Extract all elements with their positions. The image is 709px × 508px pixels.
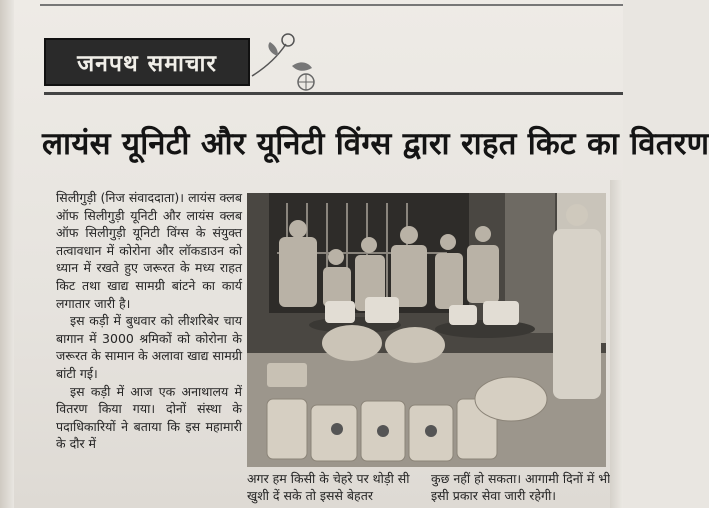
paragraph-2: इस कड़ी में बुधवार को लीशरिबेर चाय बागान में 3000 श्रमिकों को कोरोना के जरूरत के सामान के अलावा खाद्य सामग्री बांटी गई।: [56, 313, 242, 381]
page-fold-shadow: [0, 0, 14, 508]
distribution-photo-icon: [247, 193, 606, 467]
article-body: [56, 189, 242, 453]
masthead-rule: [44, 92, 623, 95]
article-photo: [247, 193, 606, 467]
caption-col-2: अगर हम किसी के चेहरे पर थोड़ी सी खुशी दें सके तो इससे बेहतर: [247, 471, 410, 503]
paragraph-1: सिलीगुड़ी (निज संवाददाता)। लायंस क्लब ऑफ सिलीगुड़ी यूनिटी और लायंस क्लब ऑफ सिलीगुड़ी यूनिटी विंग्स के संयुक्त तत्वावधान में कोरोना और लॉकडाउन को ध्यान में रखते हुए जरूरत के मध्य राहत किट तथा खाद्य सामग्री बांटने का कार्य लगातार जारी है।: [56, 190, 242, 311]
caption-col-3: कुछ नहीं हो सकता। आगामी दिनों में भी इसी प्रकार सेवा जारी रहेगी।: [431, 471, 611, 503]
headline: लायंस यूनिटी और यूनिटी विंग्स द्वारा राहत किट का वितरण: [42, 126, 709, 162]
floral-ornament-icon: [248, 26, 328, 94]
section-masthead: [44, 38, 250, 86]
top-rule: [40, 4, 623, 6]
page-edge-shadow: [610, 180, 623, 508]
paragraph-3: इस कड़ी में आज एक अनाथालय में वितरण किया गया। दोनों संस्था के पदाधिकारियों ने बताया कि इस महामारी के दौर में: [56, 383, 242, 452]
masthead-title: जनपथ समाचार: [77, 51, 217, 77]
